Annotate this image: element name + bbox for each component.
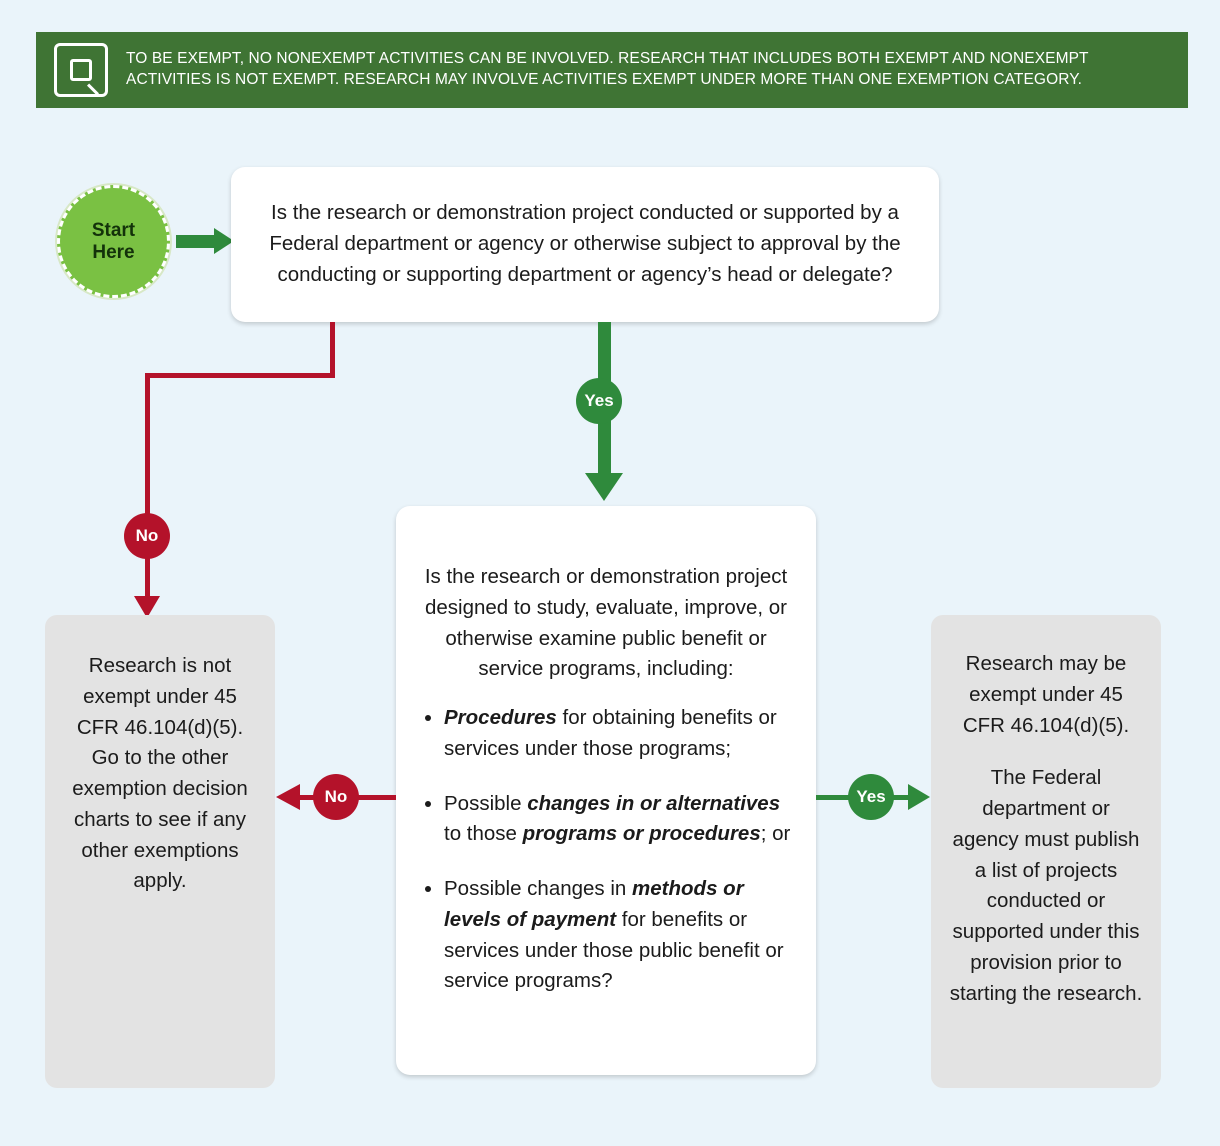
label-q1-yes — [576, 378, 622, 424]
bullet-2-part-5: ; or — [760, 822, 791, 846]
label-q2-yes — [848, 774, 894, 820]
outcome-not-exempt-box — [45, 615, 275, 1088]
start-here-label — [92, 220, 135, 264]
bullet-2-part-3: to those — [444, 822, 523, 846]
connector-q1-no-segment-3 — [145, 373, 150, 601]
question-2-bullet-list — [418, 703, 794, 997]
bullet-3-part-2: methods or levels of payment — [444, 877, 744, 931]
label-q2-no — [313, 774, 359, 820]
bullet-1-part-1: Procedures — [444, 706, 557, 729]
label-q1-no-text: No — [135, 526, 159, 545]
label-q2-yes-text: Yes — [856, 787, 886, 806]
question-2-bullet — [444, 703, 794, 765]
start-line-1: Start — [91, 219, 136, 241]
question-2-bullet — [444, 874, 794, 997]
start-line-2: Here — [92, 241, 135, 263]
arrowhead-q2-yes — [908, 784, 930, 810]
banner-text: TO BE EXEMPT, NO NONEXEMPT ACTIVITIES CAN BE INVOLVED. RESEARCH THAT INCLUDES BOTH EXEMPT AND NONEXEMPT ACTIVITIES IS NOT EXEMPT. RESEARCH MAY INVOLVE ACTIVITIES EXEMPT UNDER MORE THAN ONE EXEMPTION CATEGORY. — [126, 50, 1089, 88]
question-1-box — [231, 167, 939, 322]
label-q1-no — [124, 513, 170, 559]
header-banner — [36, 32, 1188, 108]
arrowhead-q1-yes — [585, 473, 623, 501]
outcome-may-be-exempt-box — [931, 615, 1161, 1088]
outcome-may-be-exempt-paragraph-2: The Federal department or agency must publish a list of projects conducted or supported under this provision prior to starting the research. — [949, 766, 1143, 1005]
connector-start-to-q1 — [176, 235, 216, 248]
arrowhead-q2-no — [276, 784, 300, 810]
bullet-3-part-3: for benefits or services under those public benefit or service programs? — [444, 907, 784, 993]
connector-q1-no-segment-1 — [330, 322, 335, 378]
bullet-2-part-2: changes in or alternatives — [527, 791, 781, 815]
outcome-may-be-exempt-paragraph-1: Research may be exempt under 45 CFR 46.104(d)(5). — [962, 652, 1130, 737]
question-2-box — [396, 506, 816, 1075]
question-2-bullet — [444, 789, 794, 851]
label-q2-no-text: No — [324, 787, 348, 806]
question-1-text: Is the research or demonstration project conducted or supported by a Federal department or agency or otherwise subject to approval by the conducting or supporting department or agency’s head or delegate? — [269, 201, 901, 286]
outcome-not-exempt-text: Research is not exempt under 45 CFR 46.104(d)(5). Go to the other exemption decision charts to see if any other exemptions apply. — [72, 654, 248, 893]
label-q1-yes-text: Yes — [584, 391, 614, 410]
bullet-2-part-1: Possible — [444, 791, 528, 815]
connector-q1-no-segment-2 — [145, 373, 335, 378]
bullet-3-part-1: Possible changes in — [444, 877, 633, 900]
start-here-node — [57, 185, 170, 298]
quote-mark-icon — [54, 43, 108, 97]
bullet-2-part-4: programs or procedures — [522, 822, 761, 846]
question-2-lead: Is the research or demonstration project designed to study, evaluate, improve, or otherwise examine public benefit or service programs, including: — [424, 565, 788, 681]
bullet-1-part-2: for obtaining benefits or services under those programs; — [444, 706, 777, 760]
